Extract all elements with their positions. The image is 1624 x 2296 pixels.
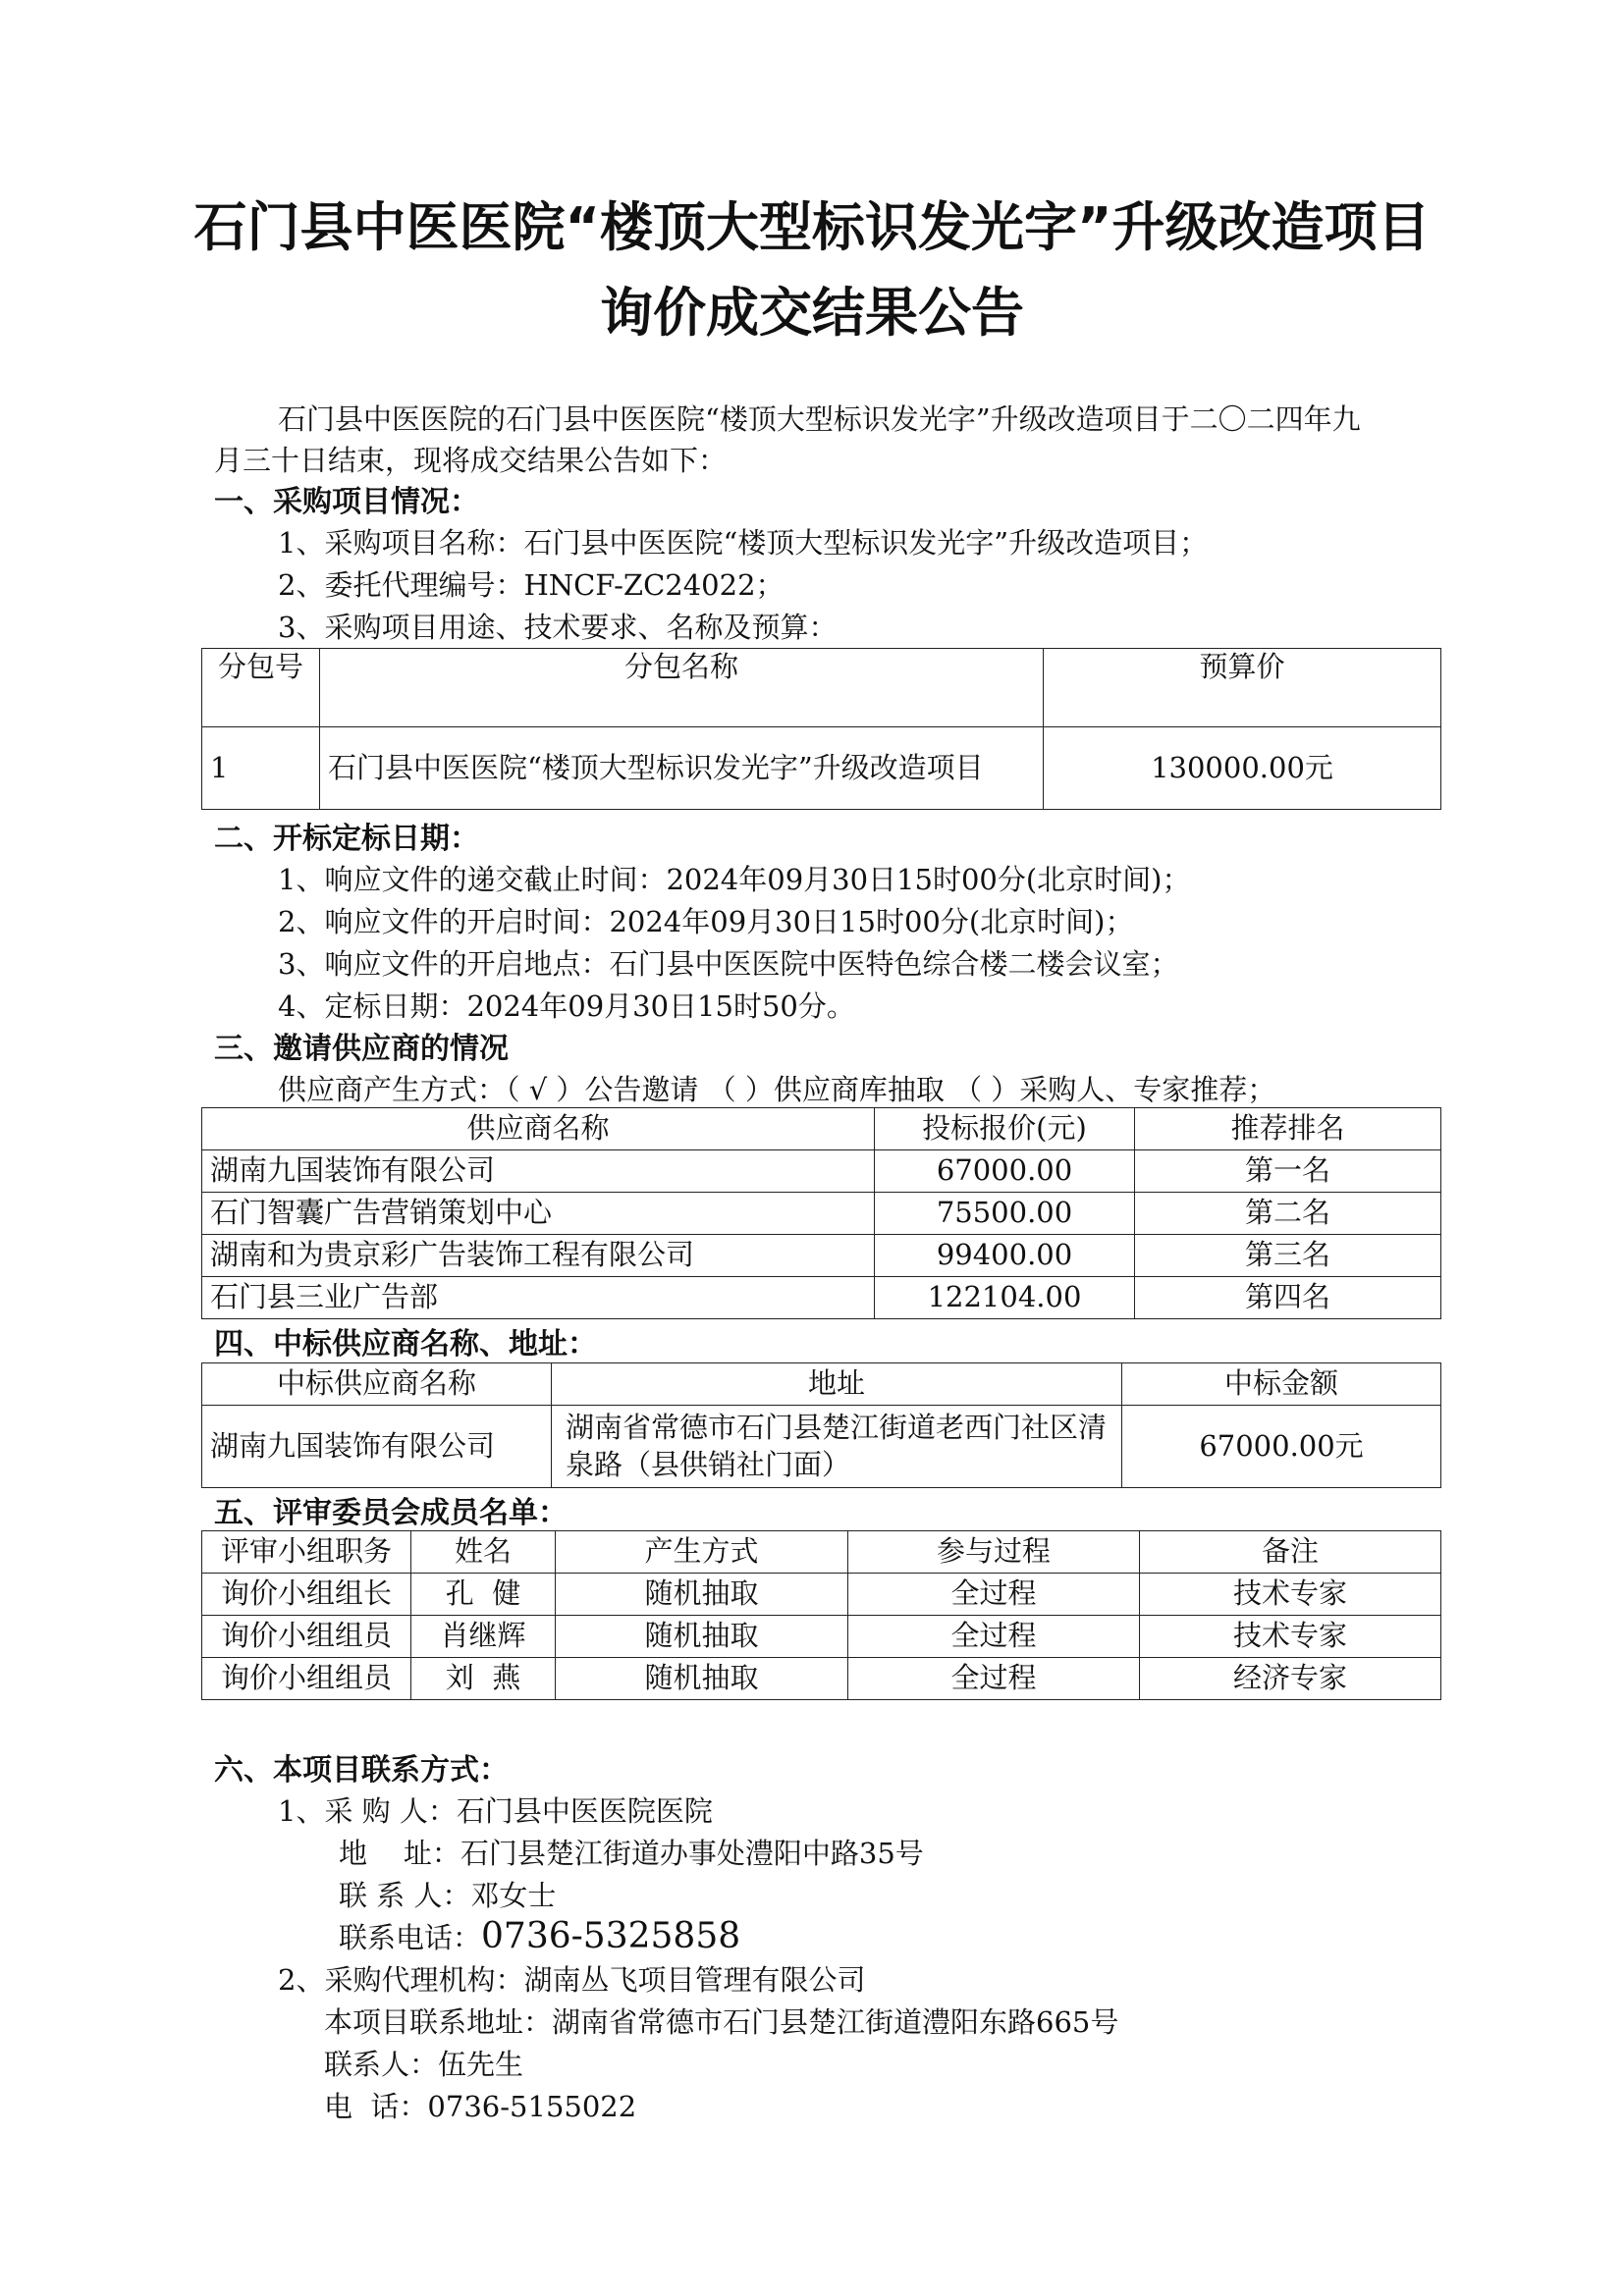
cell-supplier-name: 石门智囊广告营销策划中心 — [202, 1193, 875, 1235]
table-row — [202, 1150, 1441, 1193]
purchaser-contact: 联 系 人：邓女士 — [339, 1879, 557, 1912]
agency-name: 2、采购代理机构：湖南丛飞项目管理有限公司 — [278, 1963, 866, 1997]
cell-remarks: 经济专家 — [1140, 1658, 1441, 1700]
agency-contact: 联系人：伍先生 — [324, 2048, 524, 2081]
header-name: 姓名 — [411, 1531, 556, 1574]
cell-winner-address: 湖南省常德市石门县楚江街道老西门社区清泉路（县供销社门面） — [552, 1406, 1122, 1488]
cell-package-name: 石门县中医医院“楼顶大型标识发光字”升级改造项目 — [320, 727, 1044, 810]
table-row — [202, 1193, 1441, 1235]
table-row — [202, 1616, 1441, 1658]
title-line-1: 石门县中医医院“楼顶大型标识发光字”升级改造项目 — [193, 196, 1431, 258]
opening-location: 3、响应文件的开启地点：石门县中医医院中医特色综合楼二楼会议室； — [278, 947, 1179, 981]
project-name: 1、采购项目名称：石门县中医医院“楼顶大型标识发光字”升级改造项目； — [278, 526, 1209, 560]
header-selection-method: 产生方式 — [556, 1531, 848, 1574]
header-package-no: 分包号 — [202, 649, 320, 727]
cell-participation: 全过程 — [848, 1658, 1140, 1700]
section-6-heading: 六、本项目联系方式： — [214, 1753, 509, 1788]
cell-supplier-name: 湖南和为贵京彩广告装饰工程有限公司 — [202, 1235, 875, 1277]
header-package-name: 分包名称 — [320, 649, 1044, 727]
cell-budget: 130000.00元 — [1044, 727, 1441, 810]
cell-name: 孔 健 — [411, 1574, 556, 1616]
agency-phone: 电 话：0736-5155022 — [324, 2090, 637, 2123]
section-2-heading: 二、开标定标日期： — [214, 822, 479, 856]
project-purpose: 3、采购项目用途、技术要求、名称及预算： — [278, 611, 838, 644]
cell-bid-price: 122104.00 — [875, 1277, 1135, 1319]
cell-rank: 第四名 — [1135, 1277, 1441, 1319]
agency-code: 2、委托代理编号：HNCF-ZC24022； — [278, 568, 785, 602]
header-supplier-name: 供应商名称 — [202, 1108, 875, 1150]
header-winner-name: 中标供应商名称 — [202, 1363, 552, 1406]
table-header-row — [202, 1108, 1441, 1150]
table-row — [202, 1235, 1441, 1277]
cell-role: 询价小组组员 — [202, 1658, 411, 1700]
cell-role: 询价小组组长 — [202, 1574, 411, 1616]
cell-rank: 第二名 — [1135, 1193, 1441, 1235]
purchaser-address: 地 址：石门县楚江街道办事处澧阳中路35号 — [339, 1837, 924, 1870]
cell-bid-price: 75500.00 — [875, 1193, 1135, 1235]
table-header-row — [202, 1363, 1441, 1406]
cell-remarks: 技术专家 — [1140, 1616, 1441, 1658]
winner-table — [201, 1362, 1441, 1488]
cell-award-amount: 67000.00元 — [1122, 1406, 1441, 1488]
section-1-heading: 一、采购项目情况： — [214, 485, 479, 519]
package-table — [201, 648, 1441, 810]
cell-rank: 第一名 — [1135, 1150, 1441, 1193]
table-row — [202, 1658, 1441, 1700]
table-header-row — [202, 649, 1441, 727]
cell-name: 肖继辉 — [411, 1616, 556, 1658]
purchaser: 1、采 购 人：石门县中医医院医院 — [278, 1794, 713, 1828]
cell-selection-method: 随机抽取 — [556, 1616, 848, 1658]
header-address: 地址 — [552, 1363, 1122, 1406]
cell-package-no: 1 — [202, 727, 320, 810]
cell-winner-name: 湖南九国装饰有限公司 — [202, 1406, 552, 1488]
purchaser-phone-label: 联系电话： — [339, 1921, 482, 1954]
header-budget: 预算价 — [1044, 649, 1441, 727]
cell-rank: 第三名 — [1135, 1235, 1441, 1277]
intro-line-2: 月三十日结束，现将成交结果公告如下： — [214, 444, 728, 477]
cell-supplier-name: 湖南九国装饰有限公司 — [202, 1150, 875, 1193]
header-rank: 推荐排名 — [1135, 1108, 1441, 1150]
cell-participation: 全过程 — [848, 1574, 1140, 1616]
cell-role: 询价小组组员 — [202, 1616, 411, 1658]
cell-bid-price: 67000.00 — [875, 1150, 1135, 1193]
section-3-heading: 三、邀请供应商的情况 — [214, 1032, 509, 1066]
cell-supplier-name: 石门县三业广告部 — [202, 1277, 875, 1319]
intro-line-1: 石门县中医医院的石门县中医医院“楼顶大型标识发光字”升级改造项目于二〇二四年九 — [278, 402, 1361, 436]
cell-name: 刘 燕 — [411, 1658, 556, 1700]
submit-deadline: 1、响应文件的递交截止时间：2024年09月30日15时00分(北京时间)； — [278, 863, 1191, 896]
table-header-row — [202, 1531, 1441, 1574]
table-row — [202, 1277, 1441, 1319]
table-row — [202, 1574, 1441, 1616]
header-role: 评审小组职务 — [202, 1531, 411, 1574]
cell-bid-price: 99400.00 — [875, 1235, 1135, 1277]
agency-address: 本项目联系地址：湖南省常德市石门县楚江街道澧阳东路665号 — [324, 2005, 1119, 2039]
cell-selection-method: 随机抽取 — [556, 1658, 848, 1700]
purchaser-phone-line — [339, 1916, 741, 1956]
cell-remarks: 技术专家 — [1140, 1574, 1441, 1616]
opening-time: 2、响应文件的开启时间：2024年09月30日15时00分(北京时间)； — [278, 905, 1134, 938]
header-bid-price: 投标报价(元) — [875, 1108, 1135, 1150]
section-5-heading: 五、评审委员会成员名单： — [214, 1496, 568, 1530]
committee-table — [201, 1530, 1441, 1700]
purchaser-phone: 0736-5325858 — [481, 1916, 741, 1956]
title-line-2: 询价成交结果公告 — [600, 282, 1024, 344]
cell-participation: 全过程 — [848, 1616, 1140, 1658]
section-4-heading: 四、中标供应商名称、地址： — [214, 1327, 597, 1362]
table-row — [202, 1406, 1441, 1488]
header-remarks: 备注 — [1140, 1531, 1441, 1574]
award-date: 4、定标日期：2024年09月30日15时50分。 — [278, 989, 855, 1023]
cell-selection-method: 随机抽取 — [556, 1574, 848, 1616]
supplier-table — [201, 1107, 1441, 1319]
header-award-amount: 中标金额 — [1122, 1363, 1441, 1406]
header-participation: 参与过程 — [848, 1531, 1140, 1574]
table-row — [202, 727, 1441, 810]
supplier-mode: 供应商产生方式：（ √ ）公告邀请 （ ）供应商库抽取 （ ）采购人、专家推荐； — [278, 1073, 1276, 1106]
